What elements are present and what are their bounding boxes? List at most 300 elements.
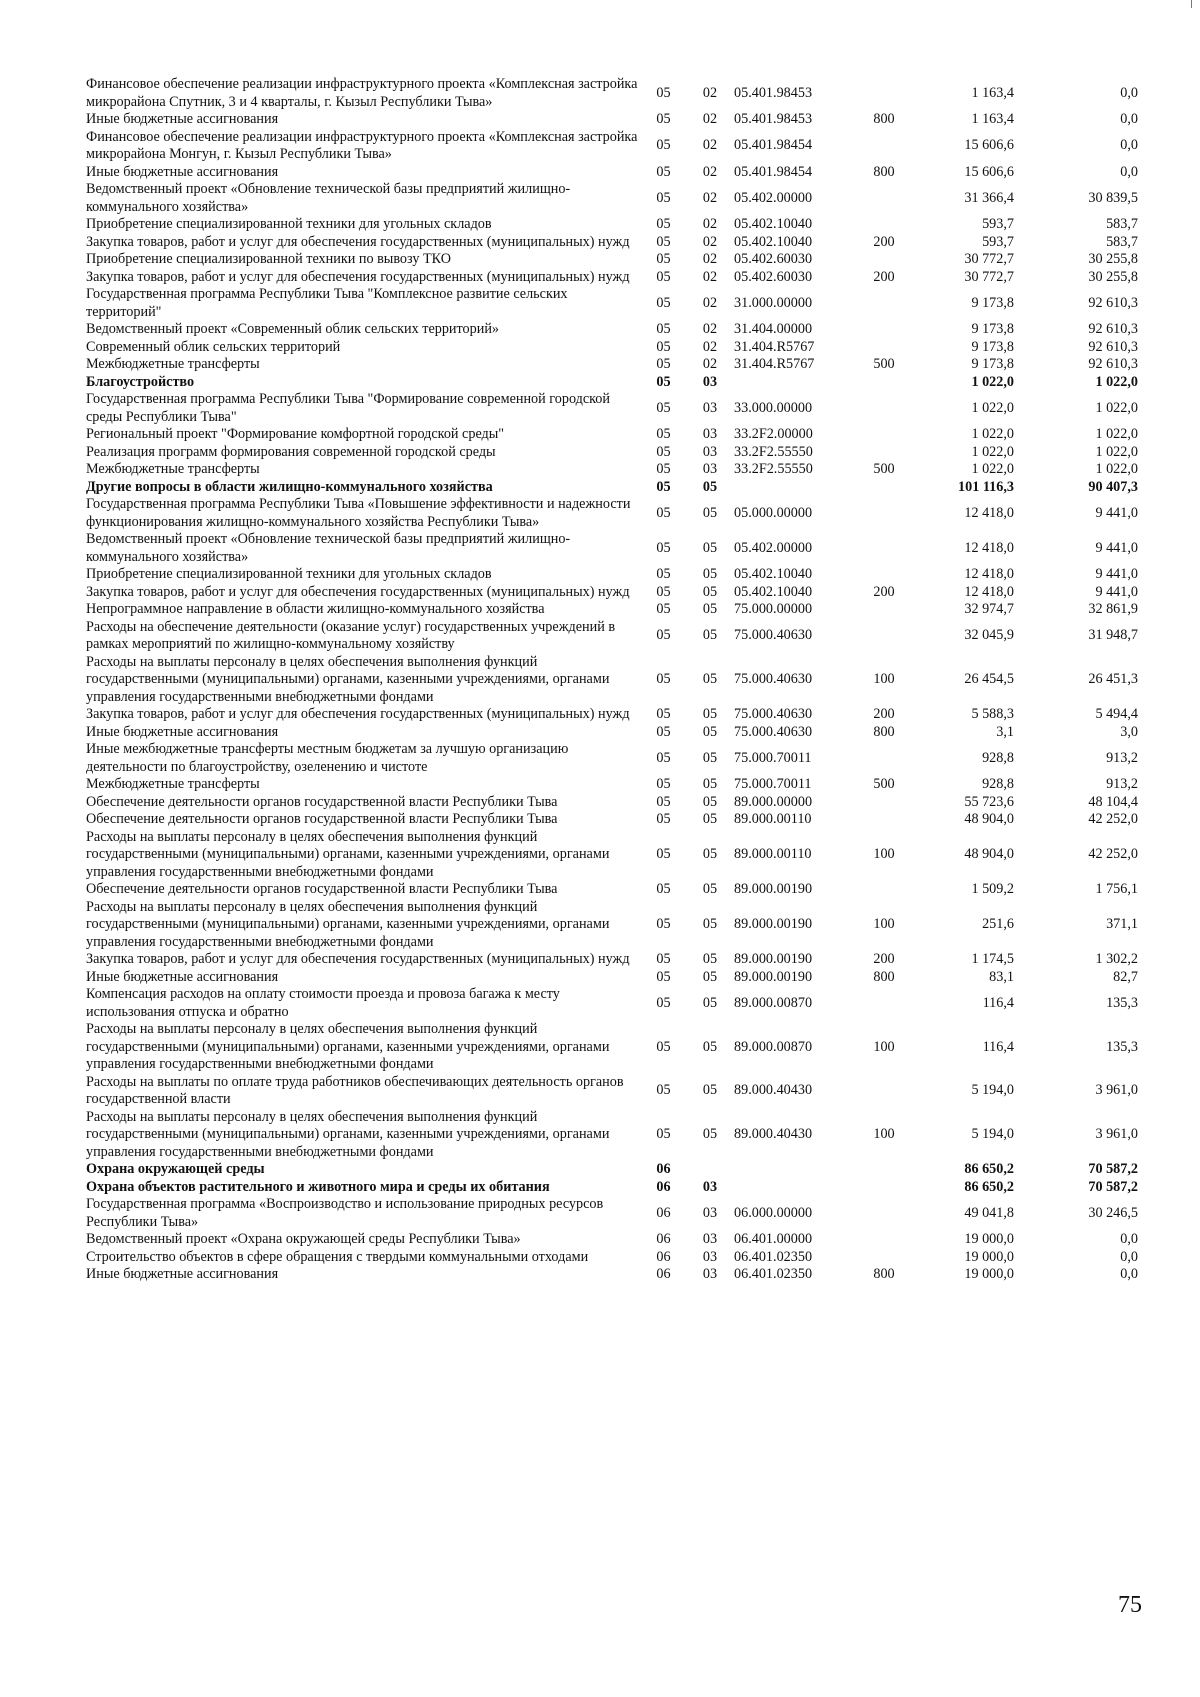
row-target-article: 89.000.00110 [734,811,812,827]
row-amount-2: 92 610,3 [1088,321,1138,337]
row-section: 05 [656,1126,671,1142]
row-name: Расходы на обеспечение деятельности (оказание услуг) государственных учреждений в рамках мероприятий по жилищно-коммунальному хозяйству [86,618,616,652]
row-target-article: 05.402.10040 [734,216,813,232]
row-expense-type [862,741,906,776]
row-expense-type: 800 [873,968,895,985]
row-section: 05 [656,399,671,416]
row-expense-type: 500 [873,461,895,477]
row-expense-type [862,321,906,339]
row-name: Непрограммное направление в области жилищно-коммунального хозяйства [86,601,545,617]
row-amount-2: 70 587,2 [1088,1161,1138,1177]
row-amount-1: 5 194,0 [971,1126,1014,1142]
row-section: 05 [656,163,671,180]
table-row [86,829,1138,882]
row-amount-1: 55 723,6 [964,793,1014,810]
row-amount-1: 32 974,7 [964,601,1014,617]
row-target-article: 75.000.40630 [734,671,813,687]
table-row [86,1231,1138,1249]
row-subsection: 03 [702,1266,718,1282]
row-target-article: 89.000.00870 [734,994,813,1011]
table-row [86,899,1138,952]
row-name: Реализация программ формирования современной городской среды [86,443,496,460]
row-expense-type: 200 [873,951,895,967]
table-row [86,1109,1138,1162]
row-expense-type [862,76,906,111]
row-expense-type [862,426,906,444]
row-name: Благоустройство [86,373,195,390]
row-target-article: 05.402.10040 [734,233,813,250]
row-name: Государственная программа «Воспроизводство и использование природных ресурсов Республики Тыва» [86,1196,604,1230]
row-subsection: 03 [702,399,718,416]
row-subsection: 02 [702,321,718,337]
table-row [86,234,1138,252]
row-target-article: 31.404.R5767 [734,338,815,355]
row-section: 05 [656,793,671,810]
row-target-article: 05.401.98453 [734,111,813,127]
row-section: 05 [656,601,671,617]
row-target-article: 75.000.70011 [734,776,812,792]
table-row [86,1179,1138,1197]
row-expense-type: 200 [873,583,895,600]
row-subsection: 05 [702,601,718,617]
row-expense-type: 800 [873,111,895,127]
table-row [86,531,1138,566]
row-subsection: 05 [702,504,718,521]
row-amount-2: 913,2 [1106,776,1138,792]
row-section: 05 [656,233,671,250]
table-row [86,794,1138,812]
row-amount-2: 5 494,4 [1095,706,1138,722]
row-amount-2: 0,0 [1120,163,1138,180]
row-name: Обеспечение деятельности органов государственной власти Республики Тыва [86,793,558,810]
row-amount-1: 5 194,0 [971,1082,1014,1099]
row-amount-1: 251,6 [982,916,1014,932]
row-name: Финансовое обеспечение реализации инфраструктурного проекта «Комплексная застройка микрорайона Монгун, г. Кызыл Республики Тыва» [86,128,638,162]
table-row [86,356,1138,374]
row-expense-type: 800 [873,1266,895,1282]
table-row [86,496,1138,531]
row-amount-2: 48 104,4 [1088,793,1138,810]
row-section: 05 [656,846,671,862]
row-amount-2: 92 610,3 [1088,338,1138,355]
row-target-article: 33.2F2.00000 [734,426,813,442]
row-name: Расходы на выплаты по оплате труда работников обеспечивающих деятельность органов государственной власти [86,1073,624,1107]
row-subsection: 03 [702,426,718,442]
row-amount-1: 593,7 [982,216,1014,232]
row-amount-2: 135,3 [1106,994,1138,1011]
row-name: Ведомственный проект «Современный облик сельских территорий» [86,321,500,337]
row-name: Государственная программа Республики Тыва "Формирование современной городской среды Республики Тыва" [86,391,610,425]
table-row [86,969,1138,987]
row-target-article: 89.000.40430 [734,1126,813,1142]
row-amount-1: 116,4 [982,994,1014,1011]
row-amount-1: 593,7 [982,233,1014,250]
row-amount-2: 30 255,8 [1088,251,1138,267]
row-amount-1: 928,8 [982,749,1014,766]
row-expense-type [862,1074,906,1109]
row-amount-2: 26 451,3 [1088,671,1138,687]
row-section: 05 [656,1082,671,1099]
row-name: Закупка товаров, работ и услуг для обеспечения государственных (муниципальных) нужд [86,951,630,967]
row-subsection: 02 [702,84,718,101]
row-subsection: 02 [702,233,718,250]
row-amount-1: 101 116,3 [958,478,1014,495]
row-amount-2: 0,0 [1120,111,1138,127]
row-section: 06 [656,1231,671,1247]
row-amount-2: 371,1 [1106,916,1138,932]
row-amount-2: 3 961,0 [1095,1126,1138,1142]
row-subsection: 02 [702,356,718,372]
row-amount-2: 70 587,2 [1088,1178,1138,1195]
row-subsection: 02 [702,338,718,355]
row-amount-2: 30 255,8 [1088,268,1138,285]
row-expense-type [862,1249,906,1267]
row-expense-type: 100 [873,846,895,862]
row-section: 05 [656,321,671,337]
row-amount-2: 30 839,5 [1088,189,1138,206]
row-subsection: 02 [702,216,718,232]
row-section: 05 [656,251,671,267]
row-expense-type: 500 [873,776,895,792]
row-expense-type [862,286,906,321]
row-expense-type [862,531,906,566]
row-name: Строительство объектов в сфере обращения с твердыми коммунальными отходами [86,1248,589,1265]
row-amount-1: 48 904,0 [964,846,1014,862]
row-name: Расходы на выплаты персоналу в целях обеспечения выполнения функций государственными (муниципальными) органами, казенными учреждениями, органами управления государственными внебюджетными фондами [86,898,610,950]
row-expense-type: 800 [873,723,895,740]
row-amount-1: 86 650,2 [964,1161,1014,1177]
row-amount-2: 9 441,0 [1095,504,1138,521]
row-amount-1: 86 650,2 [964,1178,1014,1195]
row-amount-2: 42 252,0 [1088,811,1138,827]
row-amount-2: 42 252,0 [1088,846,1138,862]
row-subsection: 03 [702,461,718,477]
row-expense-type [862,601,906,619]
row-subsection: 05 [702,881,718,897]
row-name: Государственная программа Республики Тыва "Комплексное развитие сельских территорий" [86,286,568,320]
row-amount-2: 1 022,0 [1095,399,1138,416]
row-amount-2: 0,0 [1120,1266,1138,1282]
row-section: 06 [656,1204,671,1221]
row-amount-1: 928,8 [982,776,1014,792]
row-amount-1: 26 454,5 [964,671,1014,687]
row-amount-2: 3 961,0 [1095,1082,1138,1099]
row-target-article: 31.404.R5767 [734,356,815,372]
table-row [86,321,1138,339]
row-subsection: 03 [702,1248,718,1265]
row-section: 05 [656,811,671,827]
row-name: Охрана объектов растительного и животного мира и среды их обитания [86,1178,550,1195]
row-section: 05 [656,539,671,556]
row-subsection: 05 [702,723,718,740]
row-name: Закупка товаров, работ и услуг для обеспечения государственных (муниципальных) нужд [86,233,630,250]
row-name: Межбюджетные трансферты [86,356,260,372]
row-amount-2: 0,0 [1120,84,1138,101]
row-expense-type [862,496,906,531]
row-amount-1: 1 163,4 [971,84,1014,101]
row-target-article [734,1161,862,1179]
row-amount-1: 1 509,2 [971,881,1014,897]
table-row [86,566,1138,584]
row-amount-2: 92 610,3 [1088,356,1138,372]
row-name: Расходы на выплаты персоналу в целях обеспечения выполнения функций государственными (муниципальными) органами, казенными учреждениями, органами управления государственными внебюджетными фондами [86,653,610,705]
row-amount-1: 19 000,0 [964,1248,1014,1265]
row-target-article: 31.404.00000 [734,321,813,337]
table-row [86,776,1138,794]
row-subsection: 05 [702,749,718,766]
row-name: Государственная программа Республики Тыва «Повышение эффективности и надежности функционирования жилищно-коммунального хозяйства Республики Тыва» [86,496,631,530]
row-amount-1: 1 022,0 [971,426,1014,442]
table-row [86,251,1138,269]
row-name: Иные бюджетные ассигнования [86,723,279,740]
row-amount-1: 19 000,0 [964,1266,1014,1282]
row-section: 05 [656,968,671,985]
table-row [86,654,1138,707]
row-name: Закупка товаров, работ и услуг для обеспечения государственных (муниципальных) нужд [86,268,630,285]
row-target-article [734,374,862,392]
row-target-article: 05.000.00000 [734,504,813,521]
row-section: 05 [656,373,671,390]
row-amount-1: 9 173,8 [971,294,1014,311]
row-target-article: 05.402.10040 [734,583,813,600]
table-row [86,741,1138,776]
table-row [86,584,1138,602]
row-expense-type [862,881,906,899]
row-subsection: 05 [702,671,718,687]
row-section: 05 [656,951,671,967]
budget-table-body [86,76,1138,1284]
row-section: 05 [656,294,671,311]
row-name: Закупка товаров, работ и услуг для обеспечения государственных (муниципальных) нужд [86,583,630,600]
row-section: 05 [656,137,671,154]
row-subsection: 02 [702,189,718,206]
table-row [86,1249,1138,1267]
row-subsection: 05 [702,776,718,792]
row-amount-1: 83,1 [989,968,1014,985]
row-subsection: 05 [702,1126,718,1142]
row-target-article: 75.000.00000 [734,601,813,617]
table-row [86,286,1138,321]
row-section: 05 [656,583,671,600]
row-subsection: 02 [702,294,718,311]
row-target-article [734,479,862,497]
row-target-article: 89.000.00190 [734,916,813,932]
row-name: Обеспечение деятельности органов государственной власти Республики Тыва [86,811,558,827]
row-subsection: 03 [702,1231,718,1247]
scan-mark [1191,0,1192,8]
row-amount-1: 32 045,9 [964,627,1014,644]
row-amount-1: 1 163,4 [971,111,1014,127]
row-name: Иные бюджетные ассигнования [86,1266,279,1282]
row-section: 05 [656,461,671,477]
row-expense-type: 100 [873,1038,895,1055]
row-amount-2: 0,0 [1120,137,1138,154]
row-target-article: 33.2F2.55550 [734,443,813,460]
row-expense-type [862,1161,906,1179]
row-target-article: 89.000.00190 [734,951,813,967]
row-target-article: 05.402.60030 [734,268,813,285]
row-amount-2: 9 441,0 [1095,566,1138,582]
row-subsection: 05 [702,1082,718,1099]
table-row [86,461,1138,479]
row-target-article: 89.000.00190 [734,968,813,985]
row-amount-1: 116,4 [982,1038,1014,1055]
row-subsection: 03 [702,373,718,390]
table-row [86,601,1138,619]
row-target-article: 06.401.02350 [734,1266,813,1282]
row-name: Региональный проект "Формирование комфортной городской среды" [86,426,505,442]
table-row [86,706,1138,724]
row-subsection: 05 [702,566,718,582]
row-subsection: 05 [702,1038,718,1055]
row-amount-1: 1 022,0 [971,443,1014,460]
row-amount-1: 9 173,8 [971,338,1014,355]
row-subsection: 05 [702,583,718,600]
row-expense-type: 200 [873,268,895,285]
row-expense-type [862,619,906,654]
row-target-article: 31.000.00000 [734,294,813,311]
row-expense-type [862,339,906,357]
row-section: 05 [656,776,671,792]
row-name: Расходы на выплаты персоналу в целях обеспечения выполнения функций государственными (муниципальными) органами, казенными учреждениями, органами управления государственными внебюджетными фондами [86,828,610,880]
row-amount-2: 32 861,9 [1088,601,1138,617]
row-amount-1: 1 022,0 [971,399,1014,416]
row-section: 05 [656,566,671,582]
row-amount-1: 49 041,8 [964,1204,1014,1221]
row-expense-type [862,986,906,1021]
row-expense-type [862,391,906,426]
table-row [86,374,1138,392]
row-amount-1: 48 904,0 [964,811,1014,827]
row-section: 05 [656,881,671,897]
row-name: Ведомственный проект «Обновление технической базы предприятий жилищно-коммунального хозяйства» [86,181,571,215]
row-target-article: 75.000.40630 [734,723,813,740]
row-name: Приобретение специализированной техники для угольных складов [86,216,492,232]
row-name: Межбюджетные трансферты [86,776,260,792]
row-name: Иные бюджетные ассигнования [86,111,279,127]
row-amount-2: 1 022,0 [1095,373,1138,390]
row-name: Ведомственный проект «Обновление технической базы предприятий жилищно-коммунального хозяйства» [86,531,571,565]
table-row [86,986,1138,1021]
row-amount-1: 12 418,0 [964,539,1014,556]
row-expense-type [862,251,906,269]
row-amount-1: 31 366,4 [964,189,1014,206]
row-subsection: 05 [702,793,718,810]
row-subsection: 05 [702,811,718,827]
row-section: 05 [656,478,671,495]
table-row [86,269,1138,287]
row-target-article: 06.000.00000 [734,1204,813,1221]
table-row [86,181,1138,216]
row-expense-type: 500 [873,356,895,372]
row-amount-1: 12 418,0 [964,566,1014,582]
row-amount-1: 19 000,0 [964,1231,1014,1247]
row-amount-2: 583,7 [1106,216,1138,232]
row-section: 06 [656,1266,671,1282]
table-row [86,111,1138,129]
row-target-article: 05.402.60030 [734,251,813,267]
row-name: Иные бюджетные ассигнования [86,968,279,985]
row-name: Другие вопросы в области жилищно-коммунального хозяйства [86,478,493,495]
row-subsection: 05 [702,539,718,556]
row-subsection: 03 [702,1204,718,1221]
row-target-article: 33.2F2.55550 [734,461,813,477]
row-section: 05 [656,268,671,285]
row-amount-2: 913,2 [1106,749,1138,766]
row-amount-1: 12 418,0 [964,583,1014,600]
table-row [86,1196,1138,1231]
row-name: Ведомственный проект «Охрана окружающей среды Республики Тыва» [86,1231,521,1247]
row-expense-type [862,566,906,584]
row-expense-type [862,811,906,829]
row-name: Расходы на выплаты персоналу в целях обеспечения выполнения функций государственными (муниципальными) органами, казенными учреждениями, органами управления государственными внебюджетными фондами [86,1021,610,1072]
row-subsection [686,1161,734,1179]
row-subsection: 05 [702,478,718,495]
row-target-article [734,1179,862,1197]
row-amount-2: 1 022,0 [1095,461,1138,477]
row-section: 05 [656,338,671,355]
table-row [86,479,1138,497]
row-target-article: 06.401.00000 [734,1231,813,1247]
row-amount-1: 9 173,8 [971,321,1014,337]
row-expense-type [862,794,906,812]
row-amount-2: 583,7 [1106,233,1138,250]
row-section: 06 [656,1178,671,1195]
table-row [86,129,1138,164]
row-section: 05 [656,749,671,766]
table-row [86,881,1138,899]
row-target-article: 05.402.10040 [734,566,813,582]
row-subsection: 05 [702,968,718,985]
row-name: Иные межбюджетные трансферты местным бюджетам за лучшую организацию деятельности по благоустройству, озеленению и чистоте [86,741,569,775]
row-expense-type: 200 [873,233,895,250]
row-expense-type [862,1179,906,1197]
table-row [86,951,1138,969]
row-amount-1: 1 022,0 [971,461,1014,477]
row-subsection: 03 [702,1178,718,1195]
table-row [86,76,1138,111]
row-target-article: 75.000.40630 [734,706,813,722]
row-subsection: 02 [702,137,718,154]
row-section: 05 [656,216,671,232]
row-target-article: 33.000.00000 [734,399,813,416]
row-amount-2: 135,3 [1106,1038,1138,1055]
row-amount-1: 1 174,5 [971,951,1014,967]
row-amount-2: 1 022,0 [1095,443,1138,460]
row-amount-1: 5 588,3 [971,706,1014,722]
row-target-article: 89.000.00000 [734,793,813,810]
row-expense-type: 100 [873,1126,895,1142]
row-name: Приобретение специализированной техники по вывозу ТКО [86,251,451,267]
row-expense-type [862,1196,906,1231]
row-name: Современный облик сельских территорий [86,338,341,355]
row-section: 05 [656,916,671,932]
row-section: 06 [656,1248,671,1265]
row-amount-1: 12 418,0 [964,504,1014,521]
row-name: Расходы на выплаты персоналу в целях обеспечения выполнения функций государственными (муниципальными) органами, казенными учреждениями, органами управления государственными внебюджетными фондами [86,1108,610,1160]
row-name: Обеспечение деятельности органов государственной власти Республики Тыва [86,881,558,897]
row-subsection: 05 [702,994,718,1011]
row-subsection: 05 [702,951,718,967]
row-expense-type [862,216,906,234]
row-expense-type: 100 [873,916,895,932]
row-expense-type [862,444,906,462]
row-amount-1: 15 606,6 [964,163,1014,180]
row-name: Охрана окружающей среды [86,1161,265,1177]
table-row [86,619,1138,654]
row-section: 05 [656,504,671,521]
row-section: 05 [656,443,671,460]
